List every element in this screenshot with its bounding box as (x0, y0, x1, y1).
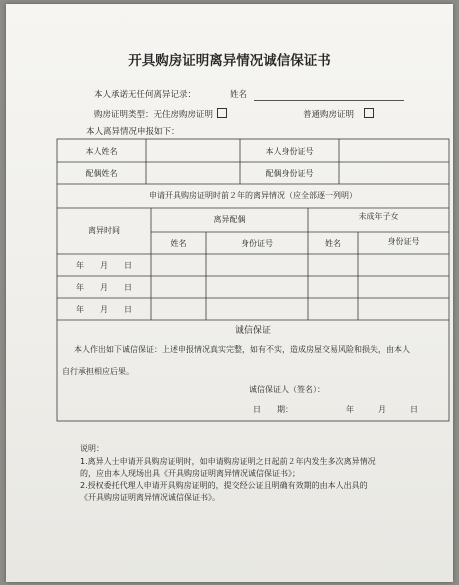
purchase-type-label: 购房证明类型：无住房购房证明 (94, 110, 214, 120)
date-row-3: 年 月 日 (76, 305, 132, 314)
guarantee-body-line-2: 自行承担相应后果。 (62, 367, 134, 376)
notes-heading: 说明： (80, 444, 104, 453)
commitment-line: 本人承诺无任何离异记录： (94, 90, 197, 100)
child-id-col: 身份证号 (387, 237, 420, 246)
declare-line: 本人离异情况申报如下： (86, 127, 180, 137)
note-line-4: 《开具购房证明离异情况诚信保证书》。 (80, 493, 220, 502)
signer-label: 诚信保证人（签名）： (249, 385, 325, 394)
date-row-2: 年 月 日 (76, 283, 132, 292)
guarantee-date-label: 日 期： (253, 405, 293, 414)
date-row-1: 年 月 日 (76, 261, 132, 270)
self-id-cell: 本人身份证号 (265, 147, 314, 156)
spouse-name-cell: 配偶姓名 (85, 169, 118, 178)
guarantee-date-fields: 年 月 日 (346, 405, 418, 414)
divorced-spouse-header: 离异配偶 (213, 215, 246, 224)
minor-children-header: 未成年子女 (358, 212, 399, 221)
spouse-id-cell: 配偶身份证号 (265, 169, 314, 178)
child-name-col: 姓名 (325, 239, 341, 248)
guarantee-title: 诚信保证 (234, 326, 271, 336)
spouse-id-col: 身份证号 (241, 239, 273, 248)
declaration-table-grid (6, 4, 453, 582)
note-line-1: 1.离异人士申请开具购房证明时，如申请购房证明之日起前２年内发生多次离异情况 (80, 457, 376, 466)
guarantee-body-line-1: 本人作出如下诚信保证：上述申报情况真实完整，如有不实，造成房屋交易风险和损失，由本人 (74, 345, 410, 354)
ordinary-label: 普通购房证明 (303, 110, 355, 120)
note-line-3: 2.授权委托代理人申请开具购房证明的，提交经公证且明确有效期的由本人出具的 (80, 481, 368, 490)
spouse-name-col: 姓名 (170, 239, 187, 248)
document-page (6, 4, 453, 582)
history-title-cell: 申请开具购房证明时前２年的离异情况（应全部逐一列明） (149, 191, 357, 200)
name-label: 姓名 (230, 90, 248, 100)
note-line-2: 的，应由本人现场出具《开具购房证明离异情况诚信保证书》； (80, 469, 300, 478)
self-name-cell: 本人姓名 (85, 147, 118, 156)
divorce-time-header: 离异时间 (88, 226, 120, 235)
document-title: 开具购房证明离异情况诚信保证书 (128, 53, 331, 69)
